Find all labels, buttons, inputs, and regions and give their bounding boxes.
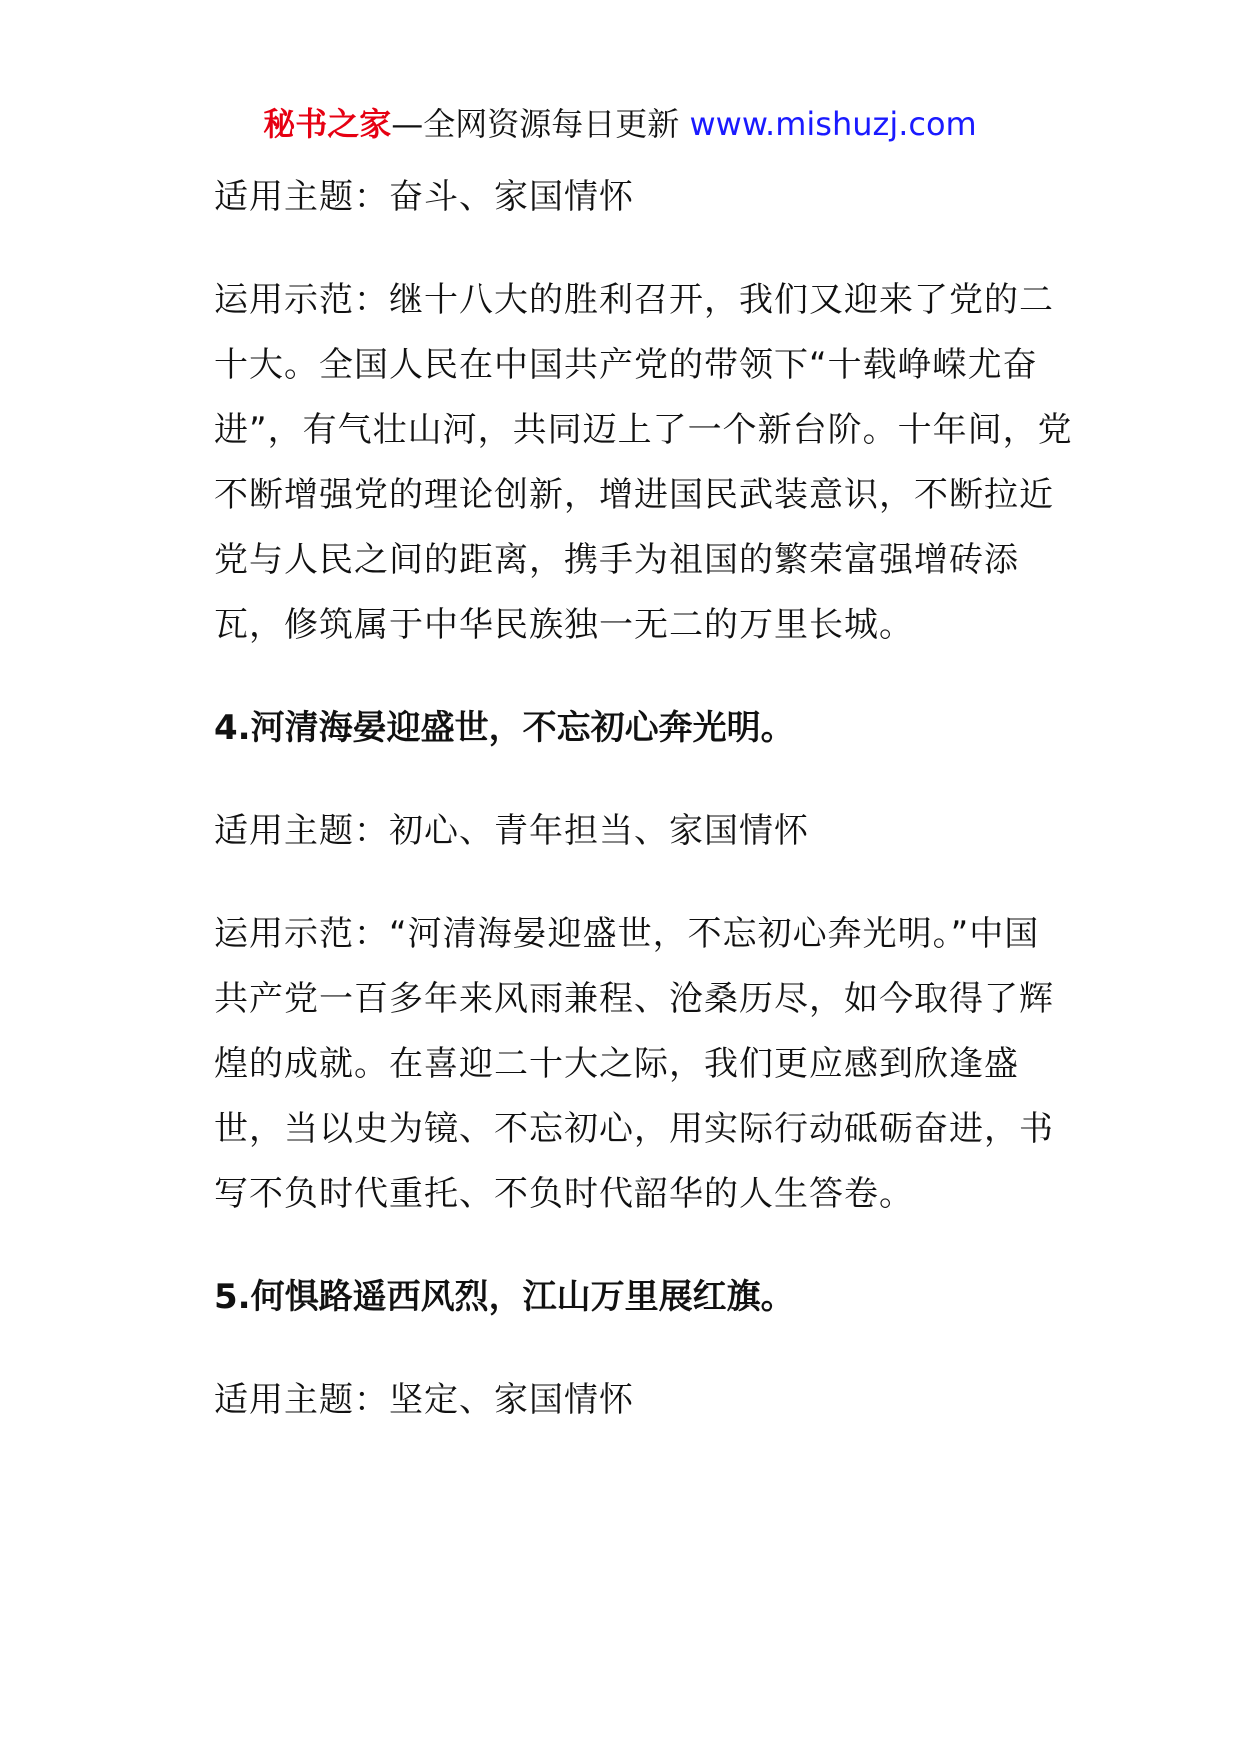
brand-name: 秘书之家: [263, 105, 392, 143]
page-header: [0, 100, 1240, 148]
theme-paragraph-1: 适用主题：奋斗、家国情怀: [214, 177, 634, 217]
demo-paragraph-2: 运用示范：“河清海晏迎盛世，不忘初心奔光明。”中国共产党一百多年来风雨兼程、沧桑历尽，如今取得了辉煌的成就。在喜迎二十大之际，我们更应感到欣逢盛世，当以史为镜、不忘初心，用实际行动砥砺奋进，书写不负时代重托、不负时代韶华的人生答卷。: [214, 914, 1054, 1214]
demo-paragraph-1: 运用示范：继十八大的胜利召开，我们又迎来了党的二十大。全国人民在中国共产党的带领下“十载峥嵘尤奋进”，有气壮山河，共同迈上了一个新台阶。十年间，党不断增强党的理论创新，增进国民武装意识，不断拉近党与人民之间的距离，携手为祖国的繁荣富强增砖添瓦，修筑属于中华民族独一无二的万里长城。: [214, 280, 1073, 645]
section-heading-4: 4.河清海晏迎盛世，不忘初心奔光明。: [214, 708, 795, 748]
document-body: [214, 165, 1074, 1471]
header-tagline: —全网资源每日更新: [391, 105, 680, 143]
theme-paragraph-3: 适用主题：坚定、家国情怀: [214, 1380, 634, 1420]
section-heading-5: 5.何惧路遥西风烈，江山万里展红旗。: [214, 1277, 795, 1317]
theme-paragraph-2: 适用主题：初心、青年担当、家国情怀: [214, 811, 809, 851]
site-url-link[interactable]: www.mishuzj.com: [689, 105, 977, 143]
